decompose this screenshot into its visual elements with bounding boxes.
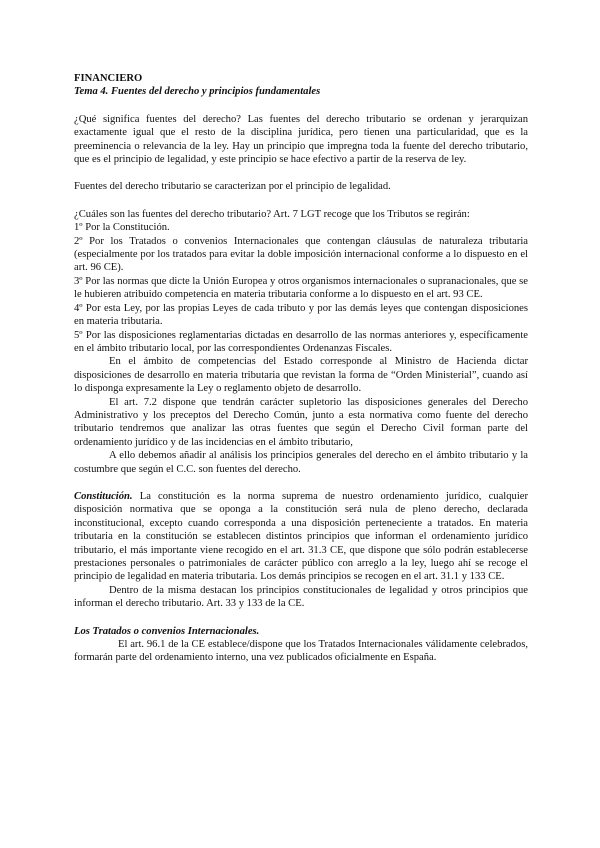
ministry-paragraph: En el ámbito de competencias del Estado corresponde al Ministro de Hacienda dictar disposiciones de desarrollo en materia tributaria que revistan la forma de “Orden Ministerial”, cuando así lo disponga expresamente la Ley o reglamento objeto de desarrollo. (74, 356, 528, 395)
list-item: 1º Por la Constitución. (74, 222, 170, 234)
sources-question: ¿Cuáles son las fuentes del derecho tributario? Art. 7 LGT recoge que los Tributos se regirán: (74, 208, 470, 220)
topic-heading: Tema 4. Fuentes del derecho y principios fundamentales (74, 86, 321, 98)
treaties-title: Los Tratados o convenios Internacionales. (74, 625, 260, 637)
constitution-paragraph (74, 490, 528, 584)
intro-paragraph: ¿Qué significa fuentes del derecho? Las fuentes del derecho tributario se ordenan y jerarquizan exactamente igual que el resto de la disciplina jurídica, pero tienen una particularidad, que es la preeminencia o relevancia de la ley. Hay un principio que impregna toda la fuente del derecho tributario, que es el principio de legalidad, y este principio se hace efectivo a partir de la reserva de ley. (74, 113, 528, 166)
constitution-title: Constitución. (74, 490, 133, 502)
principles-paragraph: A ello debemos añadir al análisis los principios generales del derecho en el ámbito tributario y la costumbre que según el C.C. son fuentes del derecho. (74, 450, 528, 475)
list-item: 5º Por las disposiciones reglamentarias dictadas en desarrollo de las normas anteriores y, específicamente en el ámbito tributario local, por las correspondientes Ordenanzas Fiscales. (74, 329, 528, 354)
constitution-paragraph-2: Dentro de la misma destacan los principios constitucionales de legalidad y otros principios que informan el derecho tributario. Art. 33 y 133 de la CE. (74, 584, 528, 610)
constitution-body: La constitución es la norma suprema de nuestro ordenamiento jurídico, cualquier disposición normativa que se oponga a la constitución será nula de pleno derecho, declarada inconstitucional, excepto cuando corresponda a una disposición perteneciente a tratados. En materia tributaria en la constitución se establecen distintos principios que informan el ordenamiento jurídico tributario, el más importante viene recogido en el art. 31.3 CE, que dispone que sólo podrán establecerse prestaciones personales o patrimoniales de carácter público con arreglo a la ley, luego ahí se recoge el principio de legalidad en materia tributaria. Los demás principios se recogen en el art. 31.1 y 133 CE. (74, 490, 528, 583)
list-item: 2º Por los Tratados o convenios Internacionales que contengan cláusulas de naturaleza tributaria (especialmente por los tratados para evitar la doble imposición internacional conforme a lo dispuesto en el art. 96 CE). (74, 235, 528, 274)
list-item: 4º Por esta Ley, por las propias Leyes de cada tributo y por las demás leyes que contengan disposiciones en materia tributaria. (74, 302, 528, 328)
legality-statement: Fuentes del derecho tributario se caracterizan por el principio de legalidad. (74, 181, 391, 193)
list-item: 3º Por las normas que dicte la Unión Europea y otros organismos internacionales o supranacionales, que se le hubieren atribuido competencia en materia tributaria conforme a lo dispuesto en el art. 93 CE. (74, 275, 528, 301)
document-page (74, 72, 528, 665)
subject-heading: FINANCIERO (74, 73, 143, 84)
supplementary-paragraph: El art. 7.2 dispone que tendrán carácter supletorio las disposiciones generales del Derecho Administrativo y los preceptos del Derecho Común, junto a esta normativa como fuente del derecho tributario tendremos que analizar las otras fuentes que según el Derecho Civil forman parte del ordenamiento jurídico y de las incidencias en el ámbito tributario, (74, 396, 528, 448)
treaties-paragraph: El art. 96.1 de la CE establece/dispone que los Tratados Internacionales válidamente celebrados, formarán parte del ordenamiento interno, una vez publicados oficialmente en España. (74, 639, 528, 664)
